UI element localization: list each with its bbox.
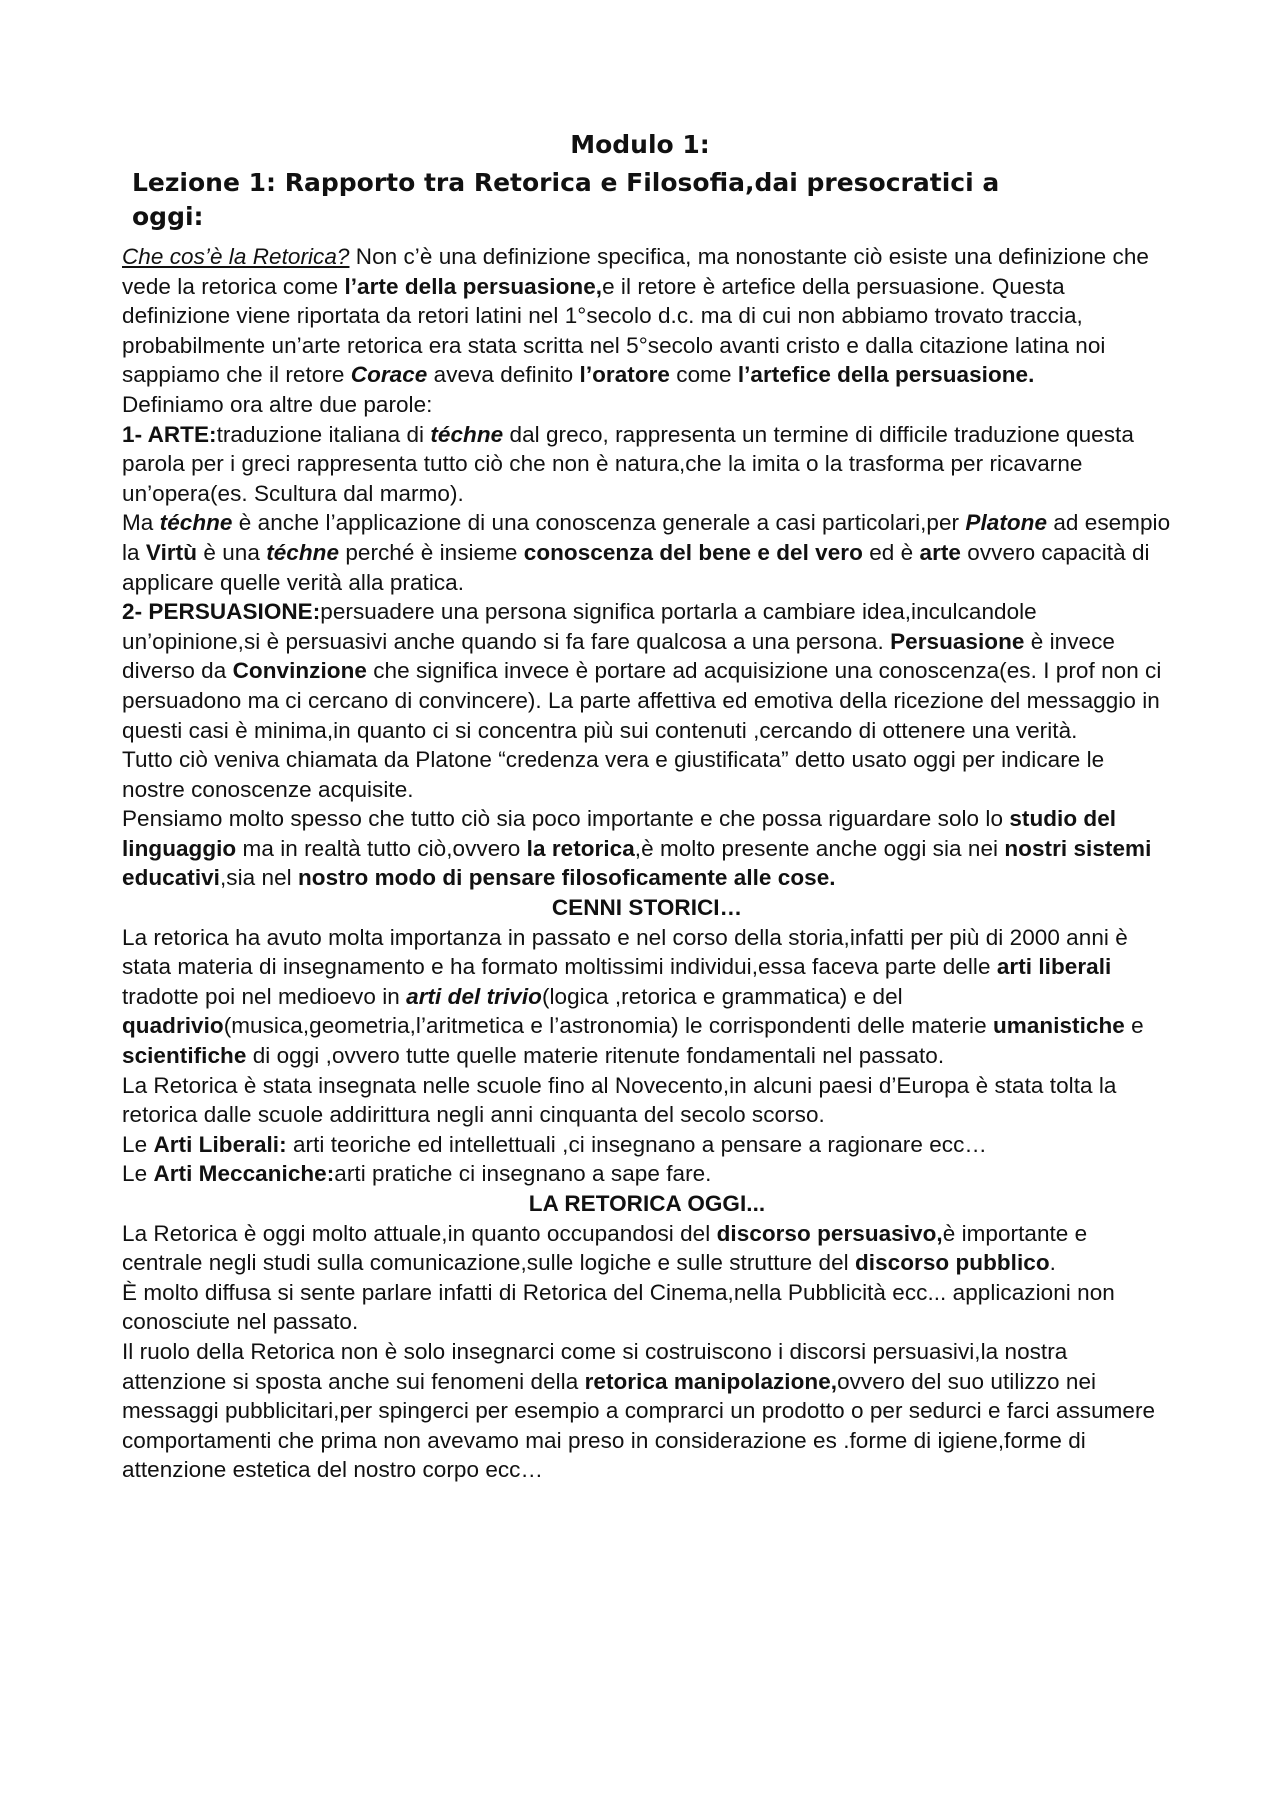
platone-paragraph: Tutto ciò veniva chiamata da Platone “credenza vera e giustificata” detto usato oggi per indicare le nostre conoscenze acquisite. — [122, 747, 1105, 802]
oggi-paragraph: La Retorica è oggi molto attuale,in quanto occupandosi del discorso persuasivo,è importante e centrale negli studi sulla comunicazione,sulle logiche e sulle strutture del discorso pubblico. — [122, 1220, 1088, 1276]
define-line: Definiamo ora altre due parole: — [122, 391, 433, 417]
intro-question: Che cos’è la Retorica? — [122, 244, 350, 269]
arti-meccaniche-line: Le Arti Meccaniche:arti pratiche ci insegnano a sape fare. — [122, 1161, 712, 1187]
arte-paragraph: 1- ARTE:traduzione italiana di téchne dal greco, rappresenta un termine di difficile traduzione questa parola per i greci rappresenta tutto ciò che non è natura,che la imita o la trasforma per ricavarne un’opera(es. Scultura dal marmo). — [122, 421, 1134, 506]
arte-label: 1- ARTE: — [122, 421, 217, 447]
lesson-title-line-2: oggi: — [132, 202, 204, 231]
intro-paragraph: Che cos’è la Retorica? Non c’è una definizione specifica, ma nonostante ciò esiste una definizione che vede la retorica come l’arte della persuasione,e il retore è artefice della persuasione. Questa definizione viene riportata da retori latini nel 1°secolo d.c. ma di cui non abbiamo trovato traccia, probabilmente un’arte retorica era stata scritta nel 5°secolo avanti cristo e dalla citazione latina noi sappiamo che il retore Corace aveva definito l’oratore come l’artefice della persuasione. — [122, 244, 1149, 388]
lesson-title-line-1: Lezione 1: Rapporto tra Retorica e Filosofia,dai presocratici a — [132, 168, 1000, 197]
pensiamo-paragraph: Pensiamo molto spesso che tutto ciò sia poco importante e che possa riguardare solo lo studio del linguaggio ma in realtà tutto ciò,ovvero la retorica,è molto presente anche oggi sia nei nostri sistemi educativi,sia nel nostro modo di pensare filosoficamente alle cose. — [122, 806, 1152, 891]
section-heading-storici: CENNI STORICI… — [551, 895, 743, 921]
diffusa-paragraph: È molto diffusa si sente parlare infatti di Retorica del Cinema,nella Pubblicità ecc... applicazioni non conosciute nel passato. — [122, 1279, 1115, 1335]
arti-liberali-line: Le Arti Liberali: arti teoriche ed intellettuali ,ci insegnano a pensare a ragionare ecc… — [122, 1131, 987, 1157]
persuasione-paragraph: 2- PERSUASIONE:persuadere una persona significa portarla a cambiare idea,inculcandole un’opinione,si è persuasivi anche quando si fa fare qualcosa a una persona. Persuasione è invece diverso da Convinzione che significa invece è portare ad acquisizione una conoscenza(es. I prof non ci persuadono ma ci cercano di convincere). La parte affettiva ed emotiva della ricezione del messaggio in questi casi è minima,in quanto ci si concentra più sui contenuti ,cercando di ottenere una verità. — [122, 599, 1162, 743]
insegnata-paragraph: La Retorica è stata insegnata nelle scuole fino al Novecento,in alcuni paesi d’Europa è stata tolta la retorica dalle scuole addirittura negli anni cinquanta del secolo scorso. — [122, 1072, 1117, 1128]
storici-paragraph: La retorica ha avuto molta importanza in passato e nel corso della storia,infatti per più di 2000 anni è stata materia di insegnamento e ha formato moltissimi individui,essa faceva parte delle arti liberali tradotte poi nel medioevo in arti del trivio(logica ,retorica e grammatica) e del quadrivio(musica,geometria,l’aritmetica e l’astronomia) le corrispondenti delle materie umanistiche e scientifiche di oggi ,ovvero tutte quelle materie ritenute fondamentali nel passato. — [122, 924, 1144, 1069]
lesson-title — [132, 166, 1132, 234]
section-heading-oggi: LA RETORICA OGGI... — [528, 1191, 766, 1216]
module-title: Modulo 1: — [570, 130, 710, 159]
document-body — [122, 242, 1172, 1485]
techne-paragraph: Ma téchne è anche l’applicazione di una conoscenza generale a casi particolari,per Platone ad esempio la Virtù è una téchne perché è insieme conoscenza del bene e del vero ed è arte ovvero capacità di applicare quelle verità alla pratica. — [122, 510, 1171, 595]
persuasione-label: 2- PERSUASIONE: — [122, 599, 321, 625]
ruolo-paragraph: Il ruolo della Retorica non è solo insegnarci come si costruiscono i discorsi persuasivi,la nostra attenzione si sposta anche sui fenomeni della retorica manipolazione,ovvero del suo utilizzo nei messaggi pubblicitari,per spingerci per esempio a comprarci un prodotto o per sedurci e farci assumere comportamenti che prima non avevamo mai preso in considerazione es .forme di igiene,forme di attenzione estetica del nostro corpo ecc… — [122, 1338, 1156, 1483]
